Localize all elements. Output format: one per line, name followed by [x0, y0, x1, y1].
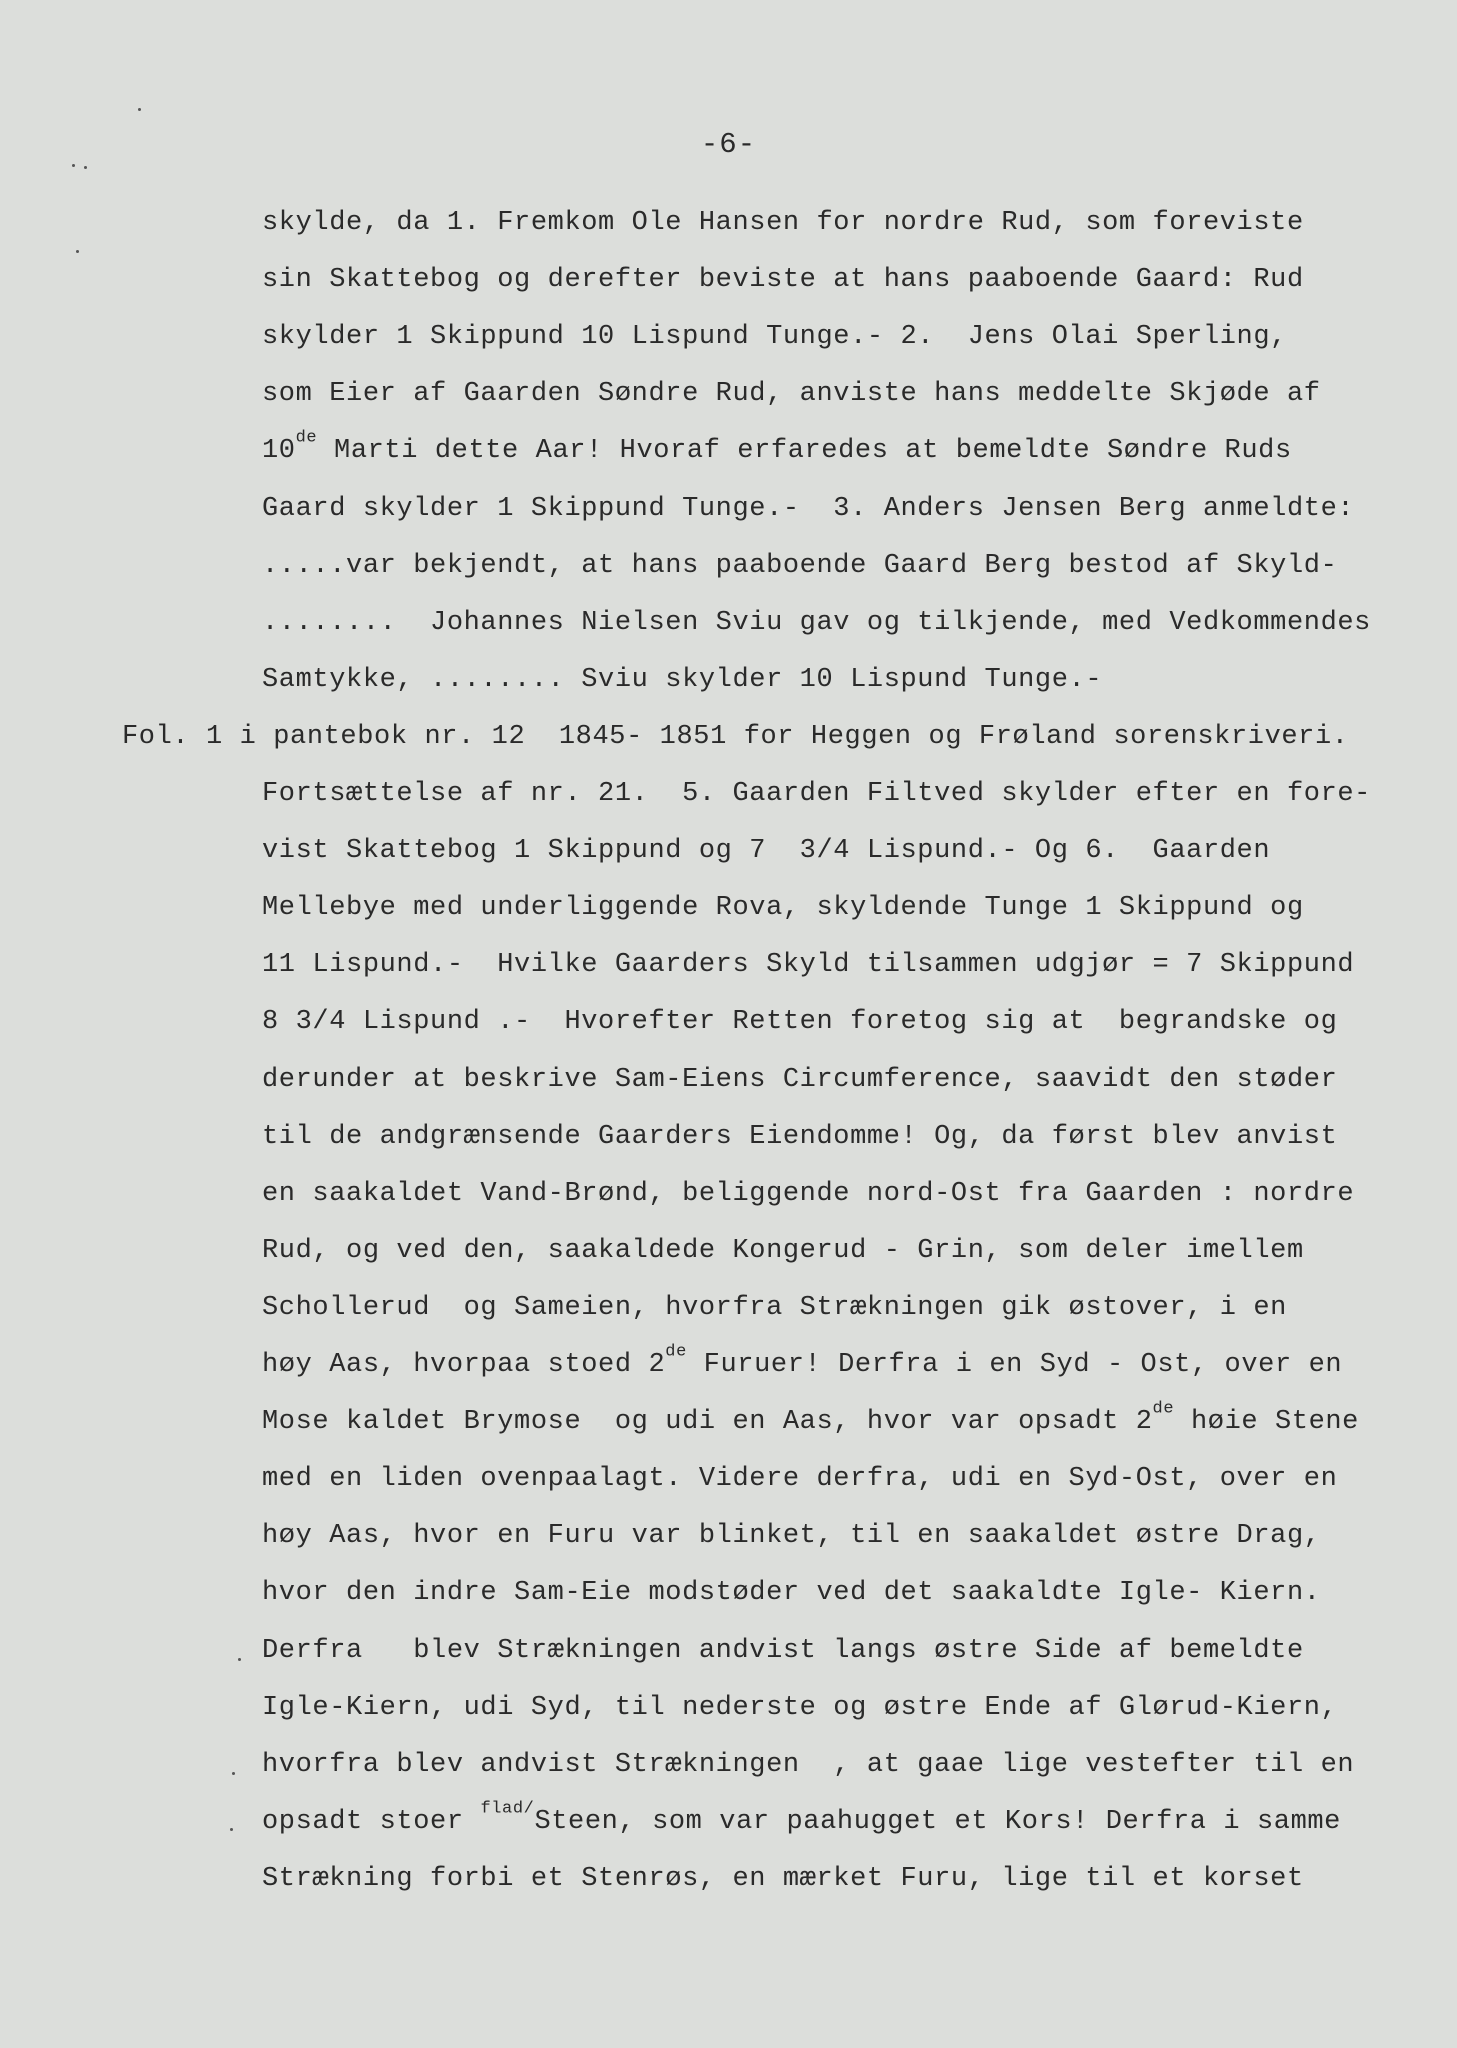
paper-speck	[76, 250, 79, 253]
paper-speck	[232, 1772, 235, 1775]
superscript: de	[295, 428, 318, 448]
text-segment: en saakaldet Vand-Brønd, beliggende nord-Ost fra Gaarden : nordre	[262, 1179, 1355, 1209]
text-segment: Marti dette Aar! Hvoraf erfaredes at bemeldte Søndre Ruds	[317, 436, 1292, 466]
text-line	[262, 379, 1321, 409]
text-segment: sin Skattebog og derefter beviste at hans paaboende Gaard: Rud	[262, 265, 1304, 295]
text-segment: Fortsættelse af nr. 21. 5. Gaarden Filtved skylder efter en fore-	[262, 779, 1371, 809]
text-line	[262, 428, 1292, 466]
text-segment: Mellebye med underliggende Rova, skyldende Tunge 1 Skippund og	[262, 893, 1304, 923]
text-segment: Schollerud og Sameien, hvorfra Strækningen gik østover, i en	[262, 1293, 1287, 1323]
text-line	[122, 722, 1349, 752]
text-line	[262, 1399, 1359, 1437]
text-segment: .....var bekjendt, at hans paaboende Gaard Berg bestod af Skyld-	[262, 551, 1338, 581]
text-segment: med en liden ovenpaalagt. Videre derfra, udi en Syd-Ost, over en	[262, 1464, 1338, 1494]
text-line	[262, 893, 1304, 923]
text-line	[262, 1799, 1341, 1837]
text-segment: 11 Lispund.- Hvilke Gaarders Skyld tilsammen udgjør = 7 Skippund	[262, 950, 1355, 980]
text-segment: hvor den indre Sam-Eie modstøder ved det saakaldte Igle- Kiern.	[262, 1578, 1321, 1608]
text-line	[262, 836, 1270, 866]
paper-speck	[230, 1828, 233, 1831]
text-line	[262, 265, 1304, 295]
text-line	[262, 779, 1371, 809]
text-segment: Rud, og ved den, saakaldede Kongerud - Grin, som deler imellem	[262, 1236, 1304, 1266]
text-line	[262, 1179, 1354, 1209]
text-line	[262, 1342, 1343, 1380]
paper-speck	[72, 164, 75, 167]
text-line	[262, 1065, 1337, 1095]
text-segment: skylder 1 Skippund 10 Lispund Tunge.- 2. Jens Olai Sperling,	[262, 322, 1287, 352]
text-line	[262, 1636, 1304, 1666]
text-line	[262, 950, 1354, 980]
text-segment: Gaard skylder 1 Skippund Tunge.- 3. Anders Jensen Berg anmeldte:	[262, 494, 1355, 524]
text-segment: 10	[262, 436, 296, 466]
text-line	[262, 494, 1354, 524]
text-line	[262, 1750, 1354, 1780]
text-line	[262, 1693, 1337, 1723]
text-segment: skylde, da 1. Fremkom Ole Hansen for nordre Rud, som foreviste	[262, 208, 1304, 238]
text-segment: Fol. 1 i pantebok nr. 12 1845- 1851 for Heggen og Frøland sorenskriveri.	[122, 722, 1349, 752]
text-line	[262, 1122, 1337, 1152]
text-segment: Mose kaldet Brymose og udi en Aas, hvor var opsadt 2	[262, 1407, 1153, 1437]
text-segment: Furuer! Derfra i en Syd - Ost, over en	[686, 1350, 1343, 1380]
superscript: de	[665, 1342, 687, 1362]
paper-speck	[138, 108, 141, 111]
text-segment: Samtykke, ........ Sviu skylder 10 Lispund Tunge.-	[262, 665, 1103, 695]
text-line	[262, 1578, 1321, 1608]
text-segment: Strækning forbi et Stenrøs, en mærket Furu, lige til et korset	[262, 1864, 1304, 1894]
text-line	[262, 1521, 1321, 1551]
paper-speck	[84, 166, 87, 169]
text-segment: Igle-Kiern, udi Syd, til nederste og østre Ende af Glørud-Kiern,	[262, 1693, 1338, 1723]
text-segment: Derfra blev Strækningen andvist langs østre Side af bemeldte	[262, 1636, 1304, 1666]
text-line	[262, 665, 1102, 695]
text-segment: som Eier af Gaarden Søndre Rud, anviste hans meddelte Skjøde af	[262, 379, 1321, 409]
text-segment: derunder at beskrive Sam-Eiens Circumference, saavidt den støder	[262, 1065, 1338, 1095]
text-line	[262, 1864, 1304, 1894]
text-segment: høy Aas, hvorpaa stoed 2	[262, 1350, 666, 1380]
text-line	[262, 608, 1371, 638]
text-segment: Steen, som var paahugget et Kors! Derfra i samme	[534, 1807, 1341, 1837]
text-line	[262, 322, 1287, 352]
superscript: de	[1152, 1399, 1175, 1419]
text-line	[262, 208, 1304, 238]
page-number: -6-	[700, 128, 757, 161]
text-segment: 8 3/4 Lispund .- Hvorefter Retten foretog sig at begrandske og	[262, 1007, 1338, 1037]
text-line	[262, 551, 1337, 581]
superscript: flad/	[480, 1799, 535, 1819]
text-segment: ........ Johannes Nielsen Sviu gav og tilkjende, med Vedkommendes	[262, 608, 1371, 638]
text-segment: opsadt stoer	[262, 1807, 481, 1837]
text-segment: til de andgrænsende Gaarders Eiendomme! Og, da først blev anvist	[262, 1122, 1338, 1152]
text-line	[262, 1007, 1337, 1037]
text-line	[262, 1236, 1304, 1266]
text-segment: høie Stene	[1174, 1407, 1359, 1437]
text-line	[262, 1293, 1287, 1323]
text-segment: vist Skattebog 1 Skippund og 7 3/4 Lispund.- Og 6. Gaarden	[262, 836, 1271, 866]
paper-speck	[238, 1658, 241, 1661]
text-segment: hvorfra blev andvist Strækningen , at gaae lige vestefter til en	[262, 1750, 1355, 1780]
text-segment: høy Aas, hvor en Furu var blinket, til en saakaldet østre Drag,	[262, 1521, 1321, 1551]
text-line	[262, 1464, 1337, 1494]
